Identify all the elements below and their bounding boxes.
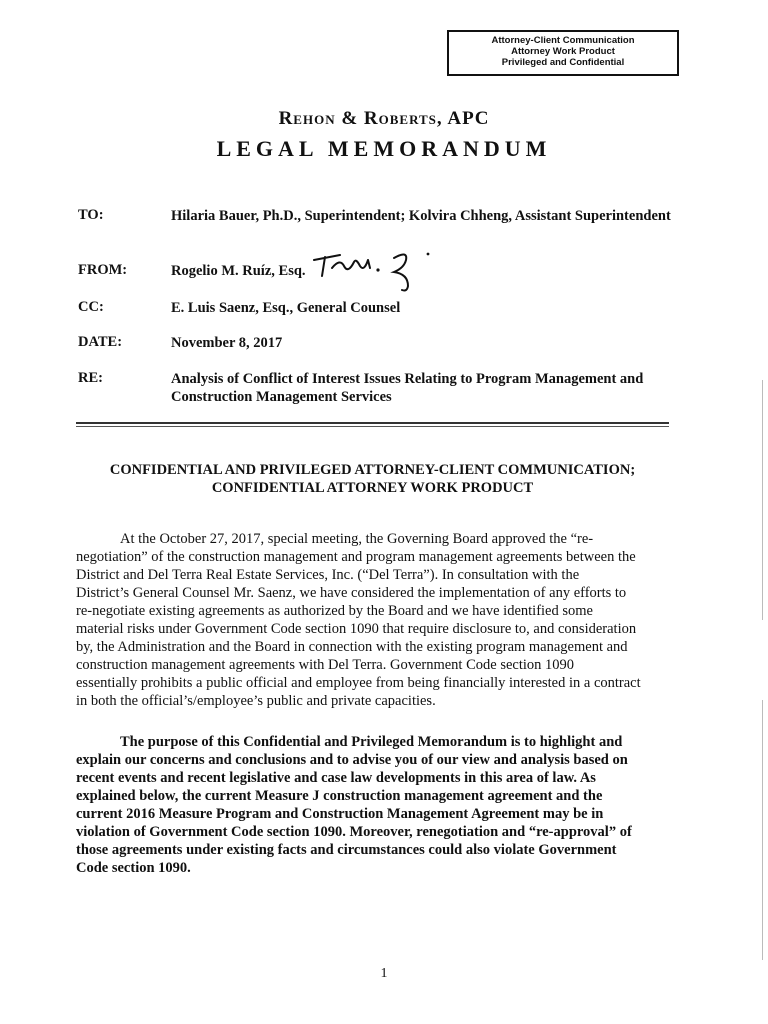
from-label: FROM: <box>78 262 128 278</box>
paragraph-1-line: At the October 27, 2017, special meeting, the Governing Board approved the “re- <box>120 531 594 547</box>
paragraph-1-line: essentially prohibits a public official and employee from being financially interested in a contract <box>76 675 641 691</box>
paragraph-1-line: re-negotiate existing agreements as authorized by the Board and we have identified some <box>76 603 593 619</box>
handwritten-signature <box>310 246 450 296</box>
to-label: TO: <box>78 207 104 223</box>
paragraph-2-line: explain our concerns and conclusions and to advise you of our view and analysis based on <box>76 752 628 768</box>
stamp-line-1: Attorney-Client Communication <box>491 35 635 46</box>
paragraph-2-line: current 2016 Measure Program and Construction Management Agreement may be in <box>76 806 604 822</box>
notice-line-2: CONFIDENTIAL ATTORNEY WORK PRODUCT <box>211 480 534 496</box>
paragraph-2-line: Code section 1090. <box>76 860 191 876</box>
page-number: 1 <box>380 966 388 981</box>
paragraph-1-line: District’s General Counsel Mr. Saenz, we have considered the implementation of any efforts to <box>76 585 627 601</box>
stamp-line-2: Attorney Work Product <box>511 46 615 57</box>
confidential-notice <box>76 461 669 497</box>
re-value: Analysis of Conflict of Interest Issues Relating to Program Management and Construction Management Services <box>171 371 644 405</box>
from-value: Rogelio M. Ruíz, Esq. <box>171 263 306 279</box>
body-paragraph-2 <box>76 733 676 877</box>
paragraph-1-line: material risks under Government Code section 1090 that require disclosure to, and consideration <box>76 621 637 637</box>
header-divider-thin <box>76 426 669 427</box>
firm-name: Rehon & Roberts, APC <box>278 108 490 129</box>
paragraph-1-line: negotiation” of the construction management and program management agreements between the <box>76 549 636 565</box>
scan-edge-mark <box>762 700 763 960</box>
scan-edge-mark <box>762 380 763 620</box>
header-divider-thick <box>76 422 669 424</box>
paragraph-2-line: The purpose of this Confidential and Privileged Memorandum is to highlight and <box>120 734 623 750</box>
paragraph-2-line: violation of Government Code section 1090. Moreover, renegotiation and “re-approval” of <box>76 824 632 840</box>
paragraph-2-line: those agreements under existing facts and circumstances could also violate Government <box>76 842 617 858</box>
paragraph-2-line: recent events and recent legislative and case law developments in this area of law. As <box>76 770 596 786</box>
confidentiality-stamp-box <box>447 30 679 76</box>
date-label: DATE: <box>78 334 123 350</box>
cc-value: E. Luis Saenz, Esq., General Counsel <box>171 300 401 316</box>
paragraph-2-line: explained below, the current Measure J construction management agreement and the <box>76 788 603 804</box>
body-paragraph-1 <box>76 530 676 710</box>
paragraph-1-line: construction management agreements with Del Terra. Government Code section 1090 <box>76 657 575 673</box>
cc-label: CC: <box>78 299 104 315</box>
re-label: RE: <box>78 370 103 386</box>
stamp-line-3: Privileged and Confidential <box>501 57 625 68</box>
paragraph-1-line: in both the official’s/employee’s public and private capacities. <box>76 693 436 709</box>
date-value: November 8, 2017 <box>171 335 283 351</box>
to-value: Hilaria Bauer, Ph.D., Superintendent; Kolvira Chheng, Assistant Superintendent <box>171 208 671 224</box>
paragraph-1-line: District and Del Terra Real Estate Services, Inc. (“Del Terra”). In consultation with the <box>76 567 580 583</box>
document-title: LEGAL MEMORANDUM <box>216 136 552 161</box>
notice-line-1: CONFIDENTIAL AND PRIVILEGED ATTORNEY-CLIENT COMMUNICATION; <box>109 462 636 478</box>
paragraph-1-line: by, the Administration and the Board in connection with the existing program management and <box>76 639 628 655</box>
